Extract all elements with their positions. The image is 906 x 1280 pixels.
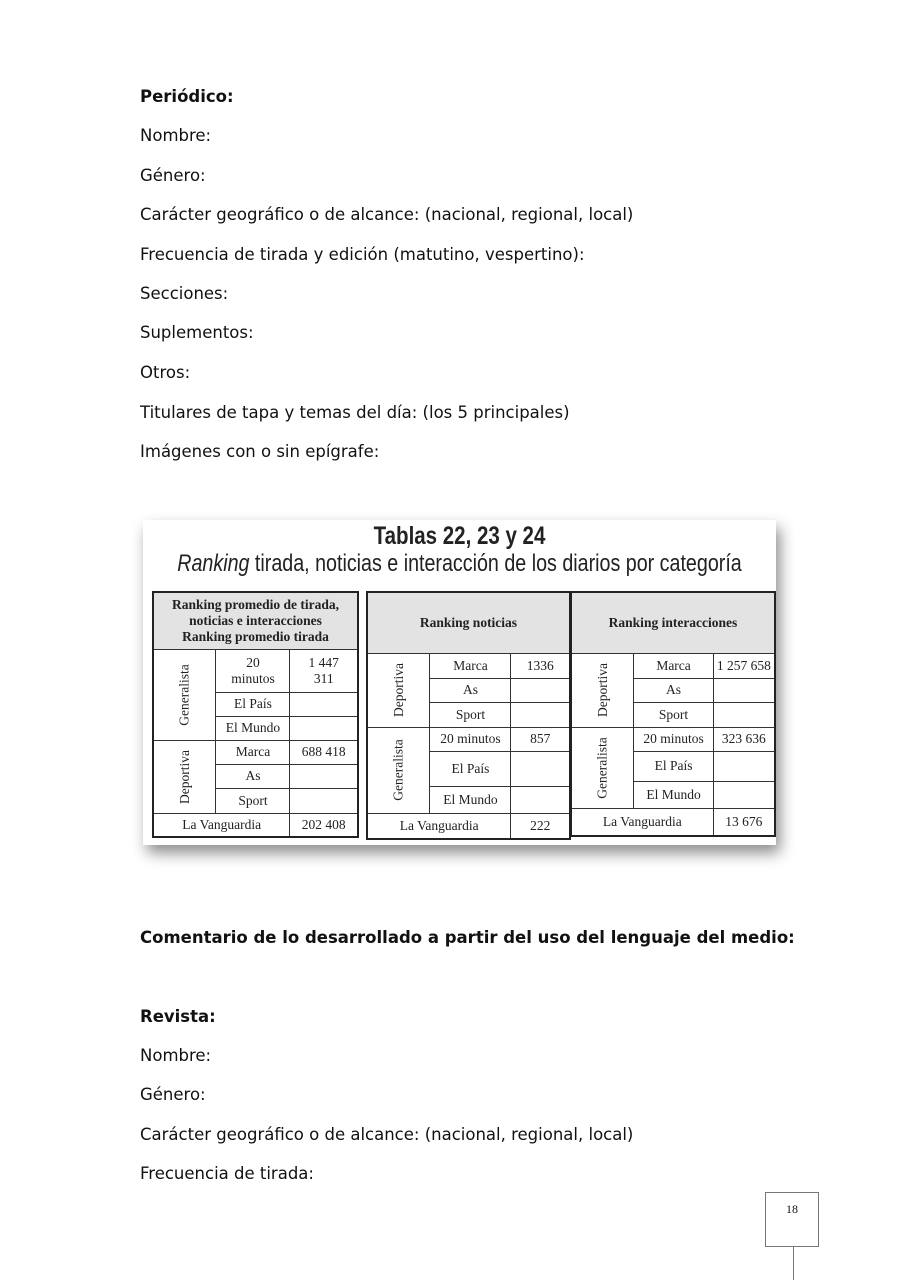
footer-value: 222: [511, 813, 570, 839]
table-row: [367, 653, 570, 678]
table-footer-row: [367, 813, 570, 839]
newspaper-name: As: [216, 764, 290, 788]
newspaper-value: 323 636: [713, 727, 775, 751]
revista-field-frecuencia: Frecuencia de tirada:: [140, 1164, 314, 1183]
ranking-tirada-table: [152, 591, 359, 838]
table-header-line: Ranking promedio de tirada,: [171, 596, 339, 612]
newspaper-name: 20 minutos: [634, 727, 713, 751]
table-header-line: Ranking interacciones: [608, 614, 738, 630]
revista-field-genero: Género:: [140, 1085, 206, 1104]
table-footer-row: [153, 813, 358, 837]
periodico-field-titulares: Titulares de tapa y temas del día: (los 5 principales): [140, 403, 570, 422]
periodico-field-caracter: Carácter geográfico o de alcance: (nacional, regional, local): [140, 205, 634, 224]
newspaper-name: El Mundo: [634, 781, 713, 808]
newspaper-name: Sport: [216, 788, 290, 813]
revista-heading: Revista:: [140, 1007, 216, 1026]
group-label: Deportiva: [390, 663, 406, 717]
table-row: [571, 653, 775, 678]
newspaper-value: [713, 781, 775, 808]
periodico-heading: Periódico:: [140, 87, 234, 106]
table-header-line: noticias e interacciones: [189, 612, 322, 628]
newspaper-name: As: [634, 678, 713, 702]
footer-name: La Vanguardia: [571, 808, 713, 836]
footer-name: La Vanguardia: [367, 813, 511, 839]
ranking-interacciones-table: [570, 591, 776, 837]
newspaper-name: El País: [634, 751, 713, 781]
newspaper-name: As: [430, 678, 511, 702]
newspaper-name: El País: [216, 692, 290, 716]
table-row: [367, 727, 570, 751]
newspaper-name: 20 minutos: [216, 649, 290, 692]
newspaper-name: Marca: [216, 740, 290, 764]
page-number: 18: [765, 1192, 819, 1247]
table-row: [571, 727, 775, 751]
periodico-field-frecuencia: Frecuencia de tirada y edición (matutino, vespertino):: [140, 245, 585, 264]
footer-name: La Vanguardia: [153, 813, 290, 837]
newspaper-value: [511, 678, 570, 702]
newspaper-value: [290, 692, 358, 716]
table-footer-row: [571, 808, 775, 836]
table-header: [367, 592, 570, 653]
table-row: [153, 649, 358, 692]
newspaper-name: Marca: [430, 653, 511, 678]
figure-subtitle-italic: Ranking: [177, 550, 250, 577]
comentario-heading: Comentario de lo desarrollado a partir del uso del lenguaje del medio:: [140, 928, 795, 947]
group-label: Deportiva: [176, 749, 192, 804]
ranking-noticias-table: [366, 591, 571, 840]
newspaper-value: 1 257 658: [713, 653, 775, 678]
figure-title: Tablas 22, 23 y 24: [373, 522, 546, 550]
group-label: Generalista: [176, 663, 192, 726]
periodico-field-imagenes: Imágenes con o sin epígrafe:: [140, 442, 380, 461]
newspaper-name: El Mundo: [216, 716, 290, 740]
table-header: [153, 592, 358, 649]
newspaper-value: [290, 716, 358, 740]
newspaper-value: [511, 751, 570, 786]
table-header-line: Ranking promedio tirada: [182, 628, 329, 644]
newspaper-value: [290, 788, 358, 813]
newspaper-value: [713, 678, 775, 702]
periodico-field-suplementos: Suplementos:: [140, 323, 254, 342]
revista-field-nombre: Nombre:: [140, 1046, 212, 1065]
table-header-line: Ranking noticias: [419, 614, 518, 630]
figure-subtitle: [167, 550, 752, 578]
group-label: Generalista: [594, 736, 610, 799]
periodico-field-otros: Otros:: [140, 363, 191, 382]
newspaper-name: El Mundo: [430, 786, 511, 813]
group-label: Generalista: [390, 739, 406, 801]
ranking-figure: [143, 520, 776, 845]
footer-value: 13 676: [713, 808, 775, 836]
newspaper-name: El País: [430, 751, 511, 786]
newspaper-value: 1336: [511, 653, 570, 678]
periodico-field-secciones: Secciones:: [140, 284, 229, 303]
newspaper-name: Sport: [430, 702, 511, 727]
table-header: [571, 592, 775, 653]
group-label: Deportiva: [594, 663, 610, 717]
revista-field-caracter: Carácter geográfico o de alcance: (nacional, regional, local): [140, 1125, 634, 1144]
newspaper-value: [511, 786, 570, 813]
periodico-field-genero: Género:: [140, 166, 206, 185]
newspaper-value: [713, 751, 775, 781]
newspaper-value: 857: [511, 727, 570, 751]
newspaper-value: [511, 702, 570, 727]
footer-value: 202 408: [290, 813, 358, 837]
newspaper-name: Marca: [634, 653, 713, 678]
newspaper-value: 1 447 311: [290, 649, 358, 692]
figure-subtitle-rest: tirada, noticias e interacción de los diarios por categoría: [249, 550, 742, 577]
page-number-line: [793, 1246, 794, 1280]
periodico-field-nombre: Nombre:: [140, 126, 212, 145]
newspaper-value: [290, 764, 358, 788]
newspaper-name: Sport: [634, 702, 713, 727]
newspaper-value: 688 418: [290, 740, 358, 764]
table-row: [153, 740, 358, 764]
newspaper-value: [713, 702, 775, 727]
newspaper-name: 20 minutos: [430, 727, 511, 751]
